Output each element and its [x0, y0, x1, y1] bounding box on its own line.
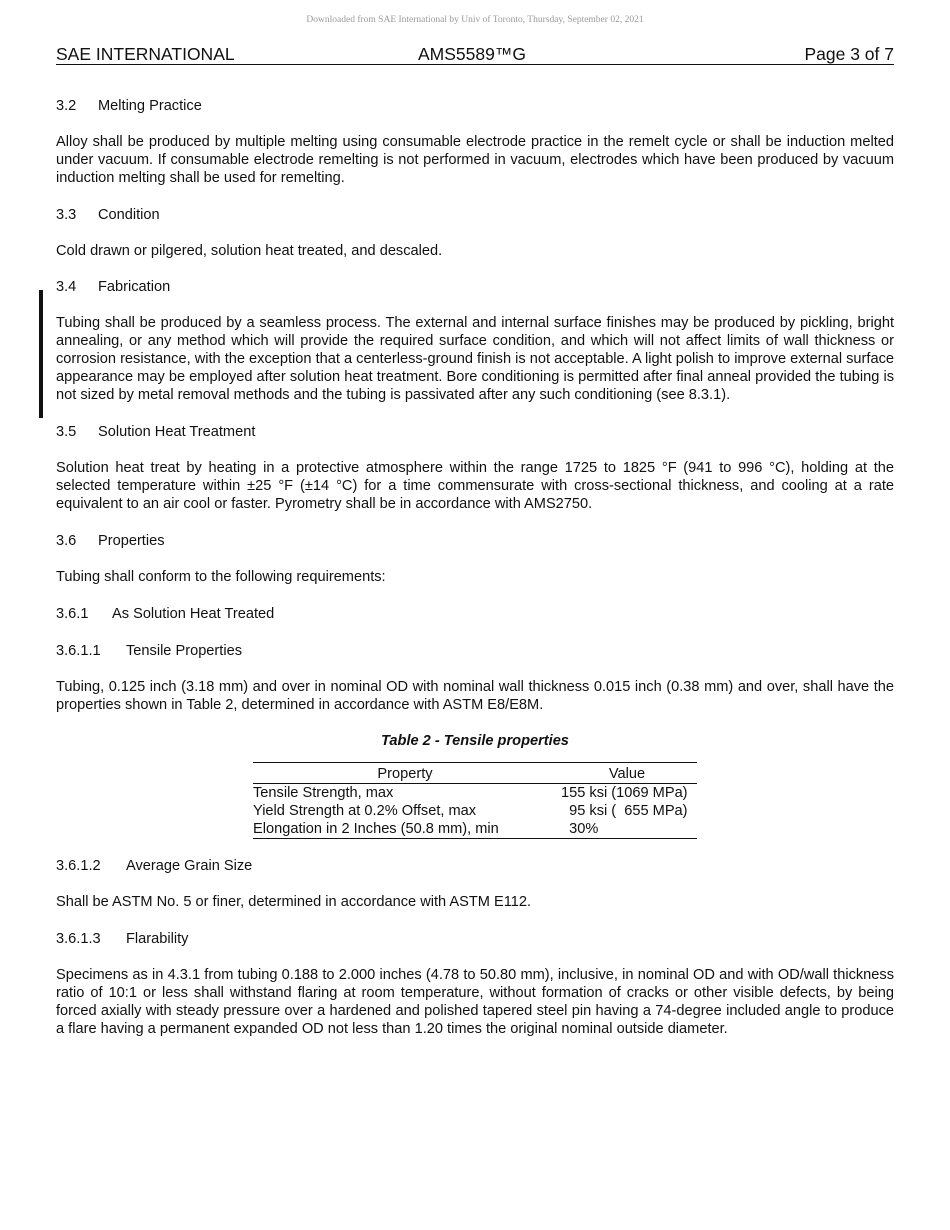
section-heading-3-2 [56, 97, 894, 115]
section-number: 3.5 [56, 424, 77, 440]
section-heading-3-6-1-1 [56, 642, 894, 660]
section-text-3-6: Tubing shall conform to the following requirements: [56, 569, 386, 585]
table-cell-value: 95 ksi ( 655 MPa) [561, 803, 688, 819]
section-text-3-5: Solution heat treat by heating in a protective atmosphere within the range 1725 to 1825 °F (941 to 996 °C), holding at the selected temperature within ±25 °F (±14 °C) for a time commensurate with cross-sectional thickness, and cooling at a rate equivalent to an air cool or faster. Pyrometry shall be in accordance with AMS2750. [56, 460, 894, 512]
table-row [253, 802, 697, 820]
section-heading-3-4 [56, 278, 894, 296]
table-row [253, 820, 697, 839]
table-cell-property: Yield Strength at 0.2% Offset, max [253, 803, 477, 819]
section-text-3-6-1-2: Shall be ASTM No. 5 or finer, determined in accordance with ASTM E112. [56, 894, 532, 910]
section-heading-3-6-1 [56, 605, 894, 623]
section-number: 3.6.1 [56, 606, 89, 622]
header-org: SAE INTERNATIONAL [56, 44, 235, 64]
section-number: 3.6 [56, 533, 77, 549]
table-title: Table 2 - Tensile properties [381, 733, 569, 749]
section-title: Average Grain Size [126, 858, 253, 874]
section-title: Flarability [126, 931, 189, 947]
table-cell-property: Tensile Strength, max [253, 785, 394, 801]
table-cell-property: Elongation in 2 Inches (50.8 mm), min [253, 821, 499, 837]
section-text-3-2: Alloy shall be produced by multiple melting using consumable electrode practice in the remelt cycle or shall be induction melted under vacuum. If consumable electrode remelting is not performed in vacuum, electrodes which have been produced by vacuum induction melting shall be used for remelting. [56, 134, 894, 186]
section-number: 3.6.1.1 [56, 643, 101, 659]
section-number: 3.3 [56, 207, 77, 223]
download-watermark: Downloaded from SAE International by Univ of Toronto, Thursday, September 02, 2021 [306, 15, 644, 25]
document-body [56, 97, 894, 1038]
table-header-property: Property [253, 763, 557, 784]
section-number: 3.4 [56, 279, 77, 295]
section-heading-3-6-1-3 [56, 930, 894, 948]
section-number: 3.6.1.2 [56, 858, 101, 874]
section-text-3-4: Tubing shall be produced by a seamless process. The external and internal surface finishes may be produced by pickling, bright annealing, or any method which will provide the required surface condition, and which will not affect limits of wall thickness or corrosion resistance, with the exception that a centerless-ground finish is not acceptable. A light polish to improve external surface appearance may be employed after solution heat treatment. Bore conditioning is permitted after final anneal provided the tubing is not sized by metal removal methods and the tubing is passivated after any such conditioning (see 8.3.1). [56, 315, 894, 403]
section-title: Fabrication [98, 279, 171, 295]
section-heading-3-6 [56, 532, 894, 550]
section-title: Condition [98, 207, 160, 223]
section-title: As Solution Heat Treated [112, 606, 275, 622]
section-title: Solution Heat Treatment [98, 424, 256, 440]
section-heading-3-6-1-2 [56, 857, 894, 875]
table-header-row [253, 763, 697, 784]
section-heading-3-3 [56, 206, 894, 224]
section-text-3-6-1-1: Tubing, 0.125 inch (3.18 mm) and over in nominal OD with nominal wall thickness 0.015 inch (0.38 mm) and over, shall have the properties shown in Table 2, determined in accordance with ASTM E8/E8M. [56, 679, 894, 713]
table-cell-value: 30% [561, 821, 599, 837]
header-doc-number: AMS5589™G [418, 44, 526, 64]
section-text-3-3: Cold drawn or pilgered, solution heat treated, and descaled. [56, 243, 443, 259]
table-header-value: Value [557, 763, 697, 784]
section-title: Tensile Properties [126, 643, 242, 659]
header-page-number: Page 3 of 7 [804, 44, 894, 64]
section-heading-3-5 [56, 423, 894, 441]
section-text-3-6-1-3: Specimens as in 4.3.1 from tubing 0.188 to 2.000 inches (4.78 to 50.80 mm), inclusive, in nominal OD and with OD/wall thickness ratio of 10:1 or less shall withstand flaring at room temperature, without formation of cracks or other visible defects, by being forced axially with steady pressure over a hardened and polished tapered steel pin having a 74-degree included angle to produce a flare having a permanent expanded OD not less than 1.20 times the original nominal outside diameter. [56, 967, 894, 1037]
revision-change-bar [39, 290, 43, 418]
table-row [253, 784, 697, 803]
page-header [56, 44, 894, 65]
table-cell-value: 155 ksi (1069 MPa) [561, 785, 688, 801]
tensile-properties-table [253, 762, 697, 839]
section-title: Properties [98, 533, 165, 549]
section-title: Melting Practice [98, 98, 202, 114]
section-number: 3.2 [56, 98, 77, 114]
section-number: 3.6.1.3 [56, 931, 101, 947]
